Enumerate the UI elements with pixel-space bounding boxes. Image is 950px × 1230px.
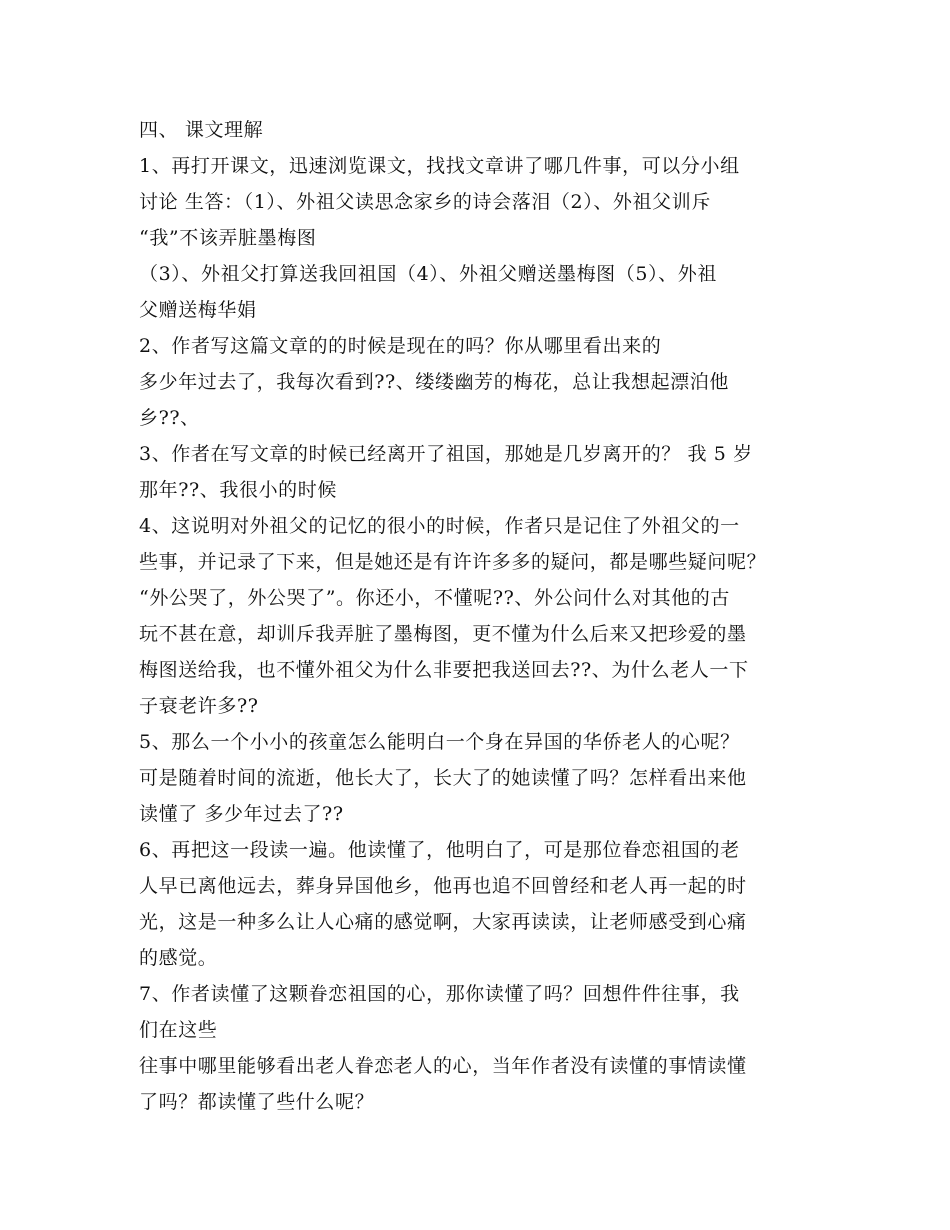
text-line: 2、作者写这篇文章的的时候是现在的吗？你从哪里看出来的 [139,335,662,357]
text-line: 子衰老许多?? [139,695,259,717]
text-line: “我”不该弄脏墨梅图 [139,227,317,249]
text-line: 3、作者在写文章的时候已经离开了祖国，那她是几岁离开的？ 我 5 岁 [139,443,753,465]
text-line: 5、那么一个小小的孩童怎么能明白一个身在异国的华侨老人的心呢？ [139,731,740,753]
text-line: 读懂了 多少年过去了?? [139,803,344,825]
text-line: 梅图送给我，也不懂外祖父为什么非要把我送回去??、为什么老人一下 [139,659,749,681]
text-line: 了吗？都读懂了些什么呢？ [139,1091,375,1113]
text-line: 6、再把这一段读一遍。他读懂了，他明白了，可是那位眷恋祖国的老 [139,839,740,861]
text-line: （3）、外祖父打算送我回祖国（4）、外祖父赠送墨梅图（5）、外祖 [139,263,717,285]
text-line: 多少年过去了，我每次看到??、缕缕幽芳的梅花，总让我想起漂泊他 [139,371,729,393]
text-line: 乡??、 [139,407,200,429]
text-line: “外公哭了，外公哭了”。你还小，不懂呢??、外公问什么对其他的古 [139,587,731,609]
text-line: 7、作者读懂了这颗眷恋祖国的心，那你读懂了吗？回想件件往事，我 [139,983,740,1005]
text-line: 父赠送梅华娟 [139,299,257,321]
text-line: 那年??、我很小的时候 [139,479,337,501]
text-line: 4、这说明对外祖父的记忆的很小的时候，作者只是记住了外祖父的一 [139,515,740,537]
section-heading: 四、 课文理解 [139,119,264,141]
text-line: 讨论 生答：（1）、外祖父读思念家乡的诗会落泪（2）、外祖父训斥 [139,191,711,213]
text-line: 些事，并记录了下来，但是她还是有许许多多的疑问，都是哪些疑问呢？ [139,551,767,573]
text-line: 们在这些 [139,1019,218,1041]
text-line: 往事中哪里能够看出老人眷恋老人的心，当年作者没有读懂的事情读懂 [139,1055,747,1077]
text-line: 可是随着时间的流逝，他长大了，长大了的她读懂了吗？怎样看出来他 [139,767,747,789]
text-line: 人早已离他远去，葬身异国他乡，他再也追不回曾经和老人再一起的时 [139,875,747,897]
document-body [139,112,829,1120]
text-line: 光，这是一种多么让人心痛的感觉啊，大家再读读，让老师感受到心痛 [139,911,747,933]
text-line: 1、再打开课文，迅速浏览课文，找找文章讲了哪几件事，可以分小组 [139,155,740,177]
text-line: 玩不甚在意，却训斥我弄脏了墨梅图，更不懂为什么后来又把珍爱的墨 [139,623,747,645]
text-line: 的感觉。 [139,947,218,969]
